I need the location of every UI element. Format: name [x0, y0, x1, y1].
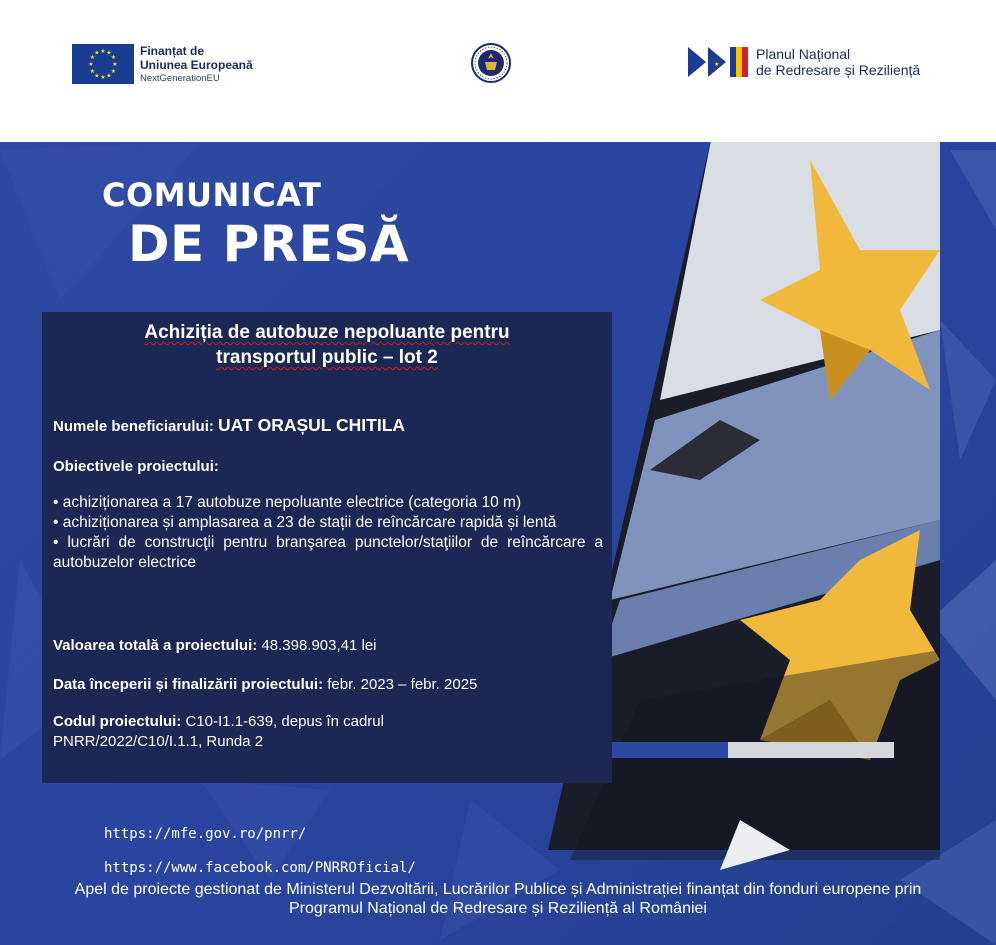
- total-value-label: Valoarea totală a proiectului:: [53, 637, 258, 654]
- footer-note: [0, 880, 996, 918]
- beneficiary-value: UAT ORAȘUL CHITILA: [218, 415, 406, 435]
- beneficiary-label: Numele beneficiarului:: [53, 418, 214, 435]
- beneficiary-row: [53, 415, 405, 437]
- eu-text-line2: Uniunea Europeană: [140, 58, 253, 72]
- title-line1: COMUNICAT: [102, 176, 322, 214]
- svg-text:★: ★: [89, 68, 96, 75]
- header: [0, 0, 996, 142]
- svg-text:★: ★: [100, 74, 106, 81]
- eu-text-line1: Finanțat de: [140, 44, 205, 58]
- dates-row: [53, 675, 477, 695]
- list-item: • achiziționarea și amplasarea a 23 de stații de reîncărcare rapidă și lentă: [53, 514, 557, 531]
- project-code-value-line2: PNRR/2022/C10/I.1.1, Runda 2: [53, 733, 264, 750]
- mfe-link[interactable]: https://mfe.gov.ro/pnrr/: [104, 826, 307, 842]
- objectives-list: [53, 493, 603, 573]
- dates-label: Data începerii și finalizării proiectului:: [53, 676, 324, 693]
- pnrr-arrow-icon: [688, 45, 752, 79]
- svg-text:★: ★: [89, 54, 96, 61]
- dates-value: febr. 2023 – febr. 2025: [327, 676, 478, 693]
- project-code-row: [53, 712, 384, 752]
- project-code-value-line1: C10-I1.1-639, depus în cadrul: [185, 713, 384, 730]
- title-line2: DE PRESĂ: [128, 215, 410, 273]
- project-heading-line2: transportul public – lot 2: [216, 347, 438, 368]
- pnrr-text-line2: de Redresare și Reziliență: [756, 62, 921, 78]
- list-item: • lucrări de construcţii pentru branşarea punctelor/staţiilor de reîncărcare a autobuzelor electrice: [53, 534, 603, 571]
- eu-funding-logo: [72, 44, 253, 85]
- svg-text:★: ★: [94, 49, 100, 57]
- svg-text:★: ★: [94, 72, 100, 80]
- eu-flag-icon: [72, 44, 134, 84]
- svg-text:★: ★: [110, 54, 117, 61]
- list-item: • achiziționarea a 17 autobuze nepoluante electrice (categoria 10 m): [53, 494, 522, 511]
- svg-text:★: ★: [714, 61, 720, 68]
- total-value: 48.398.903,41 lei: [261, 637, 377, 654]
- footer-line2: Programul Național de Redresare și Reziliență al României: [289, 900, 707, 917]
- svg-text:★: ★: [106, 49, 112, 57]
- objectives-label: Obiectivele proiectului:: [53, 458, 219, 475]
- project-heading: [0, 320, 654, 370]
- eu-text-line3: NextGenerationEU: [140, 73, 220, 84]
- svg-text:★: ★: [106, 72, 112, 80]
- svg-text:★: ★: [110, 68, 117, 75]
- svg-text:★: ★: [100, 48, 106, 55]
- footer-line1: Apel de proiecte gestionat de Ministerul Dezvoltării, Lucrărilor Publice și Administrației finanțat din fonduri europene prin: [74, 881, 922, 898]
- pnrr-text-line1: Planul Național: [756, 46, 851, 62]
- project-code-label: Codul proiectului:: [53, 713, 182, 730]
- facebook-link[interactable]: https://www.facebook.com/PNRROficial/: [104, 860, 416, 876]
- svg-text:★: ★: [112, 61, 118, 68]
- total-value-row: [53, 636, 377, 656]
- project-heading-line1: Achiziția de autobuze nepoluante pentru: [144, 322, 510, 343]
- pnrr-logo: [688, 45, 920, 79]
- government-seal-icon: [467, 42, 515, 84]
- svg-text:★: ★: [88, 61, 94, 68]
